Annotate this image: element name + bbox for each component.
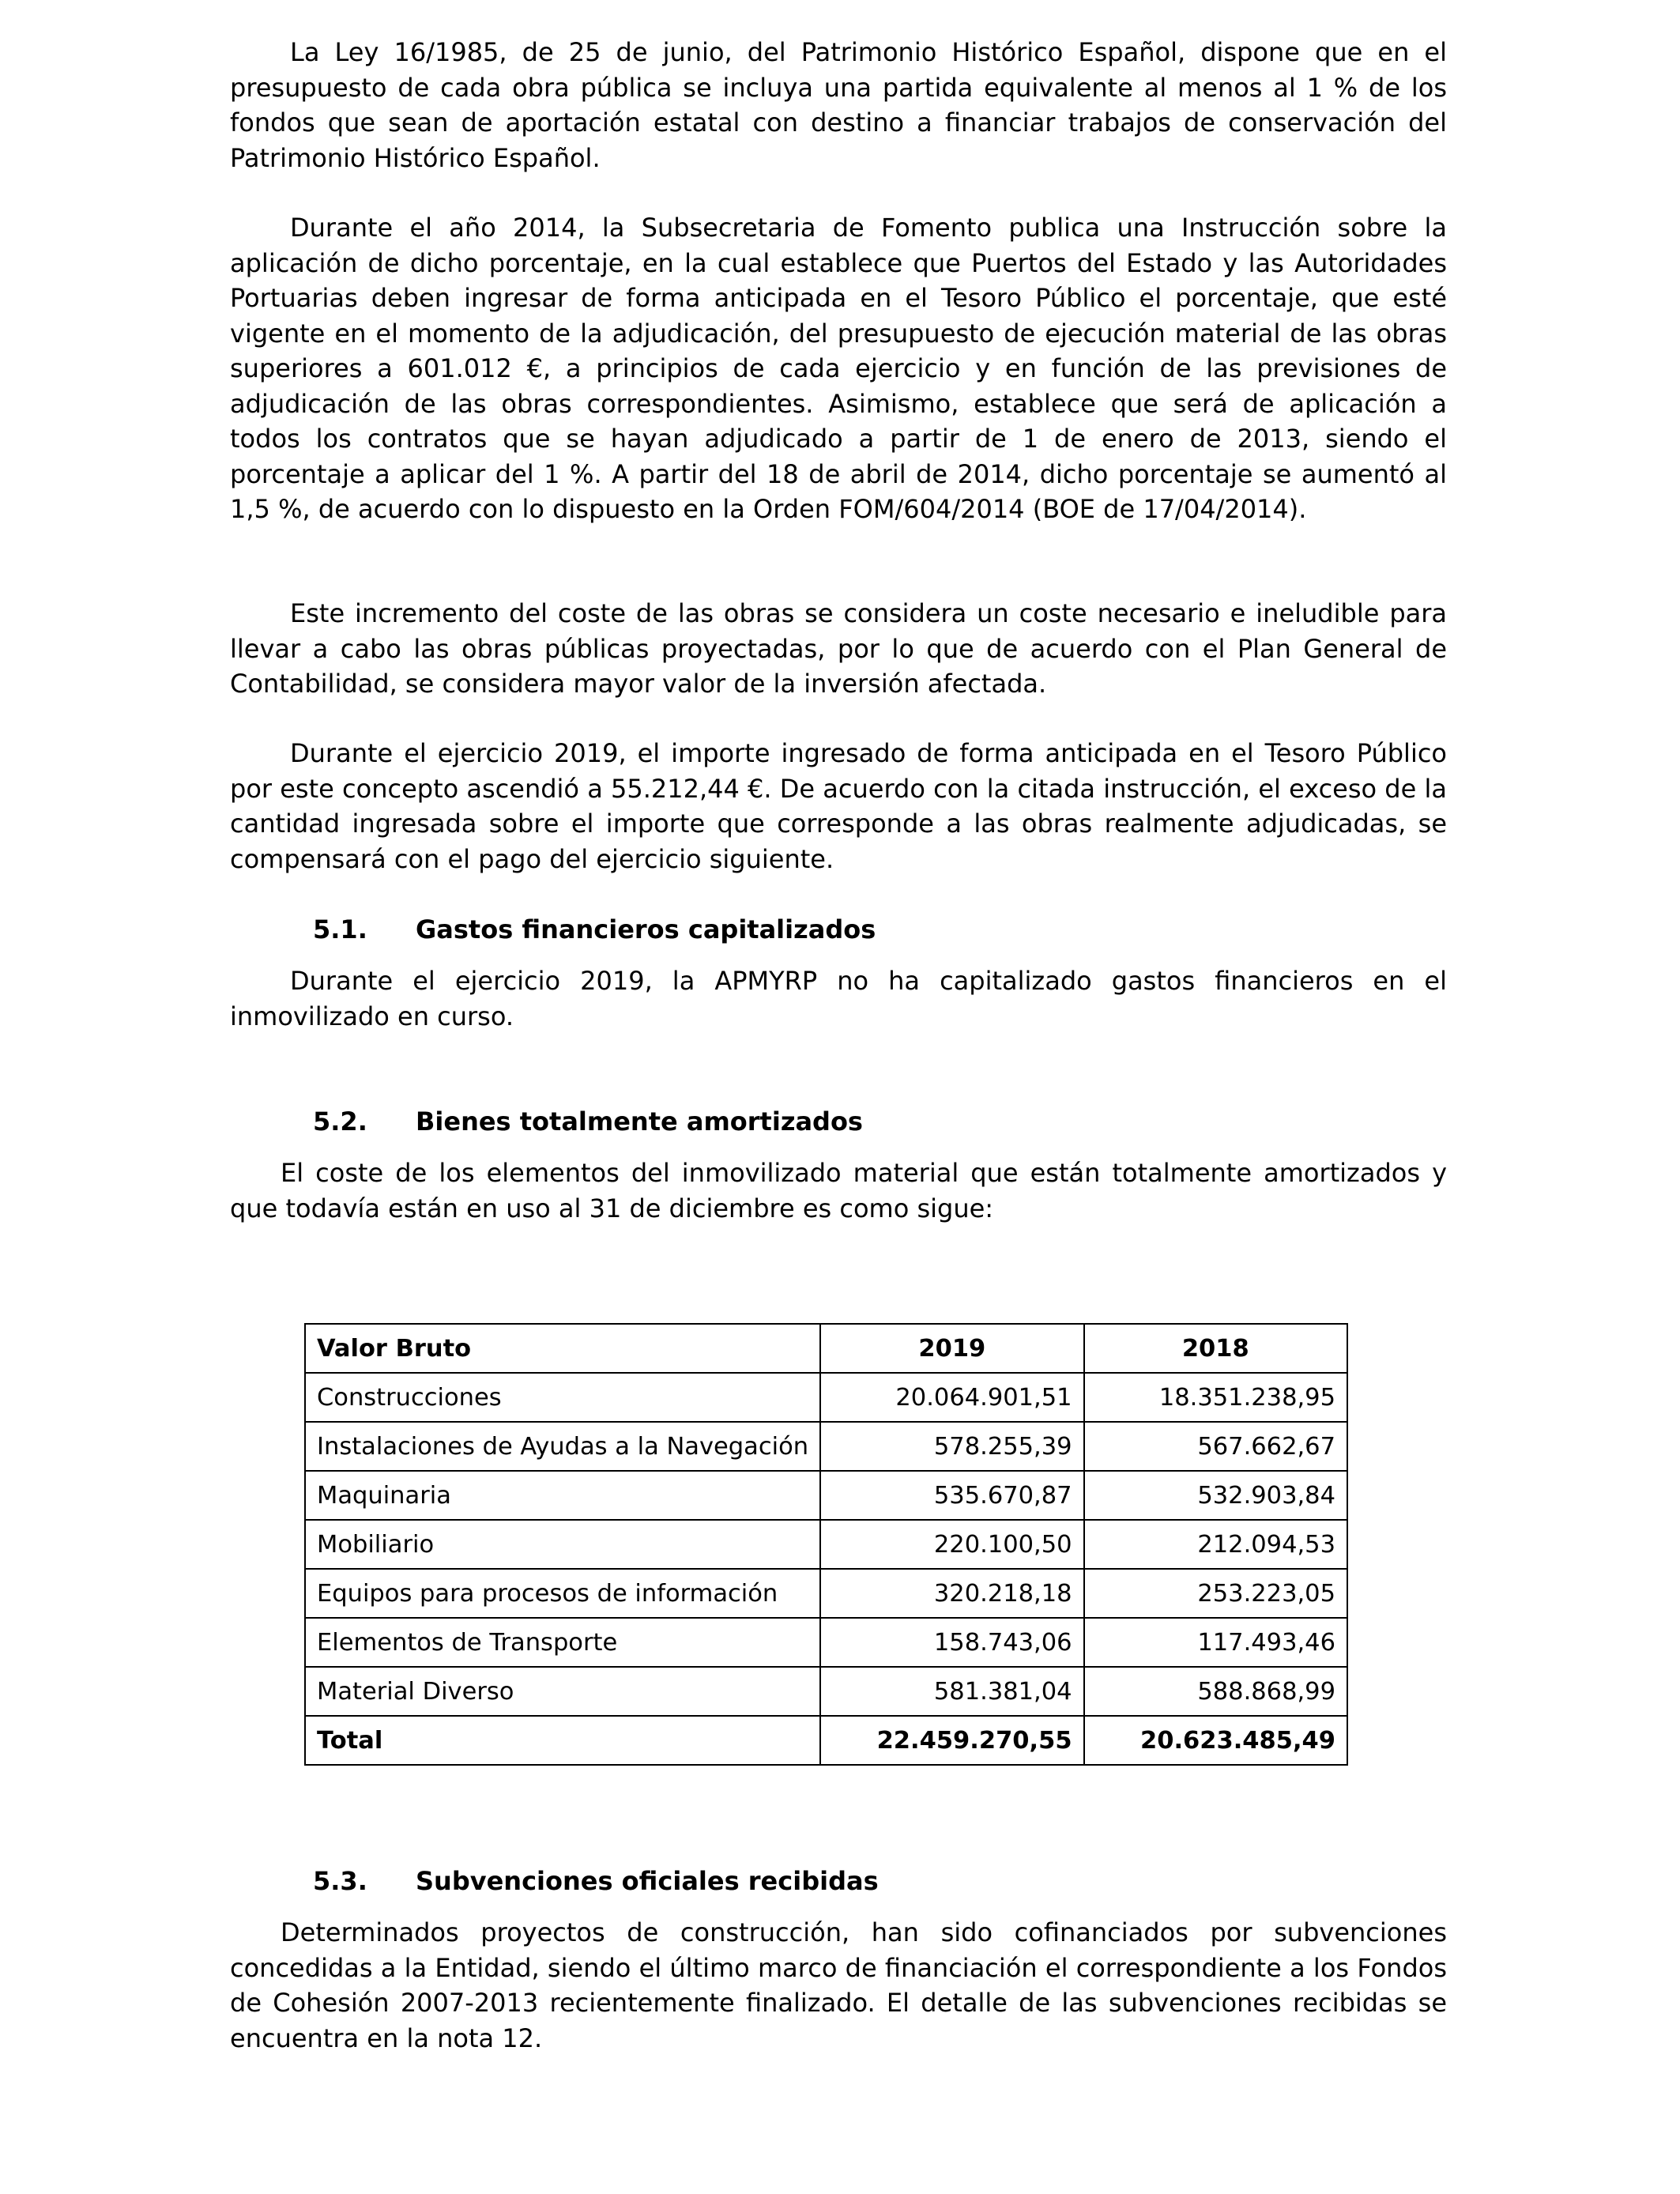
paragraph-incremento-coste — [230, 596, 1447, 702]
paragraph-subvenciones — [230, 1915, 1447, 2056]
value-2018: 18.351.238,95 — [1084, 1373, 1347, 1422]
value-2018: 212.094,53 — [1084, 1520, 1347, 1569]
paragraph-gastos-financieros — [230, 963, 1447, 1034]
amortized-assets-table — [304, 1323, 1348, 1766]
paragraph-text: La Ley 16/1985, de 25 de junio, del Patrimonio Histórico Español, dispone que en el presupuesto de cada obra pública se incluya una partida equivalente al menos al 1 % de los fondos que sean de aportación estatal con destino a financiar trabajos de conservación del Patrimonio Histórico Español. — [230, 37, 1447, 173]
table-row — [305, 1520, 1347, 1569]
paragraph-text: Durante el ejercicio 2019, la APMYRP no ha capitalizado gastos financieros en el inmovilizado en curso. — [230, 966, 1447, 1031]
table-header-row — [305, 1324, 1347, 1373]
table-row — [305, 1373, 1347, 1422]
row-label: Mobiliario — [305, 1520, 820, 1569]
value-2019: 320.218,18 — [820, 1569, 1083, 1618]
value-2019: 578.255,39 — [820, 1422, 1083, 1471]
value-2019: 535.670,87 — [820, 1471, 1083, 1520]
row-label: Instalaciones de Ayudas a la Navegación — [305, 1422, 820, 1471]
value-2019: 158.743,06 — [820, 1618, 1083, 1667]
row-label: Maquinaria — [305, 1471, 820, 1520]
value-2018: 117.493,46 — [1084, 1618, 1347, 1667]
row-label: Equipos para procesos de información — [305, 1569, 820, 1618]
value-2018: 532.903,84 — [1084, 1471, 1347, 1520]
total-label: Total — [305, 1716, 820, 1765]
section-title: Subvenciones oficiales recibidas — [416, 1866, 879, 1896]
section-title: Bienes totalmente amortizados — [416, 1106, 863, 1137]
paragraph-ejercicio-2019 — [230, 736, 1447, 876]
value-2019: 20.064.901,51 — [820, 1373, 1083, 1422]
section-number: 5.3. — [313, 1866, 367, 1896]
table-row — [305, 1422, 1347, 1471]
section-title: Gastos financieros capitalizados — [416, 914, 876, 944]
paragraph-instruccion-2014 — [230, 210, 1447, 527]
table-row — [305, 1569, 1347, 1618]
row-label: Material Diverso — [305, 1667, 820, 1716]
total-2019: 22.459.270,55 — [820, 1716, 1083, 1765]
section-heading-5-3 — [313, 1864, 879, 1898]
paragraph-ley-patrimonio — [230, 35, 1447, 175]
paragraph-text: Durante el ejercicio 2019, el importe ingresado de forma anticipada en el Tesoro Público por este concepto ascendió a 55.212,44 €. De acuerdo con la citada instrucción, el exceso de la cantidad ingresada sobre el importe que corresponde a las obras realmente adjudicadas, se compensará con el pago del ejercicio siguiente. — [230, 738, 1447, 874]
paragraph-bienes-amortizados — [230, 1155, 1447, 1226]
table-row — [305, 1618, 1347, 1667]
section-number: 5.2. — [313, 1106, 367, 1137]
section-heading-5-2 — [313, 1104, 863, 1139]
paragraph-text: Este incremento del coste de las obras se considera un coste necesario e ineludible para llevar a cabo las obras públicas proyectadas, por lo que de acuerdo con el Plan General de Contabilidad, se considera mayor valor de la inversión afectada. — [230, 598, 1447, 699]
value-2018: 253.223,05 — [1084, 1569, 1347, 1618]
row-label: Elementos de Transporte — [305, 1618, 820, 1667]
table-total-row — [305, 1716, 1347, 1765]
total-2018: 20.623.485,49 — [1084, 1716, 1347, 1765]
paragraph-text: Durante el año 2014, la Subsecretaria de Fomento publica una Instrucción sobre la aplicación de dicho porcentaje, en la cual establece que Puertos del Estado y las Autoridades Portuarias deben ingresar de forma anticipada en el Tesoro Público el porcentaje, que esté vigente en el momento de la adjudicación, del presupuesto de ejecución material de las obras superiores a 601.012 €, a principios de cada ejercicio y en función de las previsiones de adjudicación de las obras correspondientes. Asimismo, establece que será de aplicación a todos los contratos que se hayan adjudicado a partir de 1 de enero de 2013, siendo el porcentaje a aplicar del 1 %. A partir del 18 de abril de 2014, dicho porcentaje se aumentó al 1,5 %, de acuerdo con lo dispuesto en la Orden FOM/604/2014 (BOE de 17/04/2014). — [230, 213, 1447, 524]
section-number: 5.1. — [313, 914, 367, 944]
value-2019: 581.381,04 — [820, 1667, 1083, 1716]
table-row — [305, 1471, 1347, 1520]
value-2019: 220.100,50 — [820, 1520, 1083, 1569]
header-year-2019: 2019 — [820, 1324, 1083, 1373]
header-year-2018: 2018 — [1084, 1324, 1347, 1373]
paragraph-text: El coste de los elementos del inmovilizado material que están totalmente amortizados y que todavía están en uso al 31 de diciembre es como sigue: — [230, 1158, 1447, 1223]
header-valor-bruto: Valor Bruto — [305, 1324, 820, 1373]
value-2018: 567.662,67 — [1084, 1422, 1347, 1471]
row-label: Construcciones — [305, 1373, 820, 1422]
value-2018: 588.868,99 — [1084, 1667, 1347, 1716]
section-heading-5-1 — [313, 912, 876, 947]
paragraph-text: Determinados proyectos de construcción, han sido cofinanciados por subvenciones concedidas a la Entidad, siendo el último marco de financiación el correspondiente a los Fondos de Cohesión 2007-2013 recientemente finalizado. El detalle de las subvenciones recibidas se encuentra en la nota 12. — [230, 1917, 1447, 2053]
table-row — [305, 1667, 1347, 1716]
